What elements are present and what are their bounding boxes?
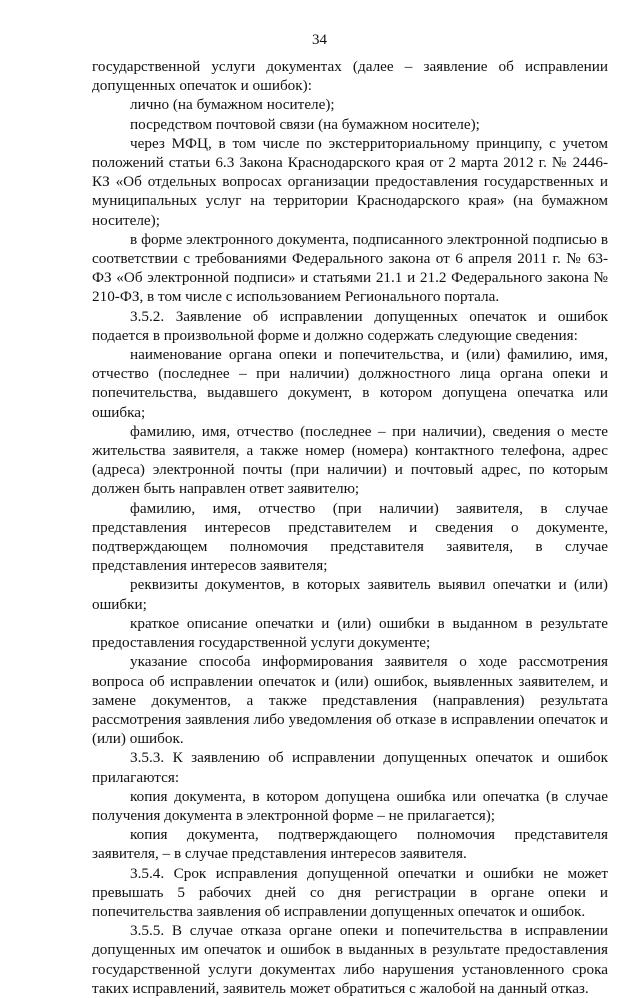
paragraph: копия документа, подтверждающего полномочия представителя заявителя, – в случае представления интересов заявителя. <box>92 826 608 863</box>
paragraph: 3.5.4. Срок исправления допущенной опечатки и ошибки не может превышать 5 рабочих дней со дня регистрации в органе опеки и попечительства заявления об исправлении допущенных опечаток и ошибок. <box>92 864 608 920</box>
document-body <box>92 57 608 998</box>
paragraph: фамилию, имя, отчество (последнее – при наличии), сведения о месте жительства заявителя, а также номер (номера) контактного телефона, адрес (адреса) электронной почты (при наличии) и почтовый адрес, по которым должен быть направлен ответ заявителю; <box>92 422 608 498</box>
paragraph: государственной услуги документах (далее – заявление об исправлении допущенных опечаток и ошибок): <box>92 58 608 95</box>
paragraph: в форме электронного документа, подписанного электронной подписью в соответствии с требованиями Федерального закона от 6 апреля 2011 г. № 63-ФЗ «Об электронной подписи» и статьями 21.1 и 21.2 Федерального закона № 210-ФЗ, в том числе с использованием Регионального портала. <box>92 230 608 306</box>
paragraph: 3.5.5. В случае отказа органе опеки и попечительства в исправлении допущенных им опечаток и ошибок в выданных в результате предоставления государственной услуги документах либо нарушения установленного срока таких исправлений, заявитель может обратиться с жалобой на данный отказ. <box>92 922 608 997</box>
paragraph: наименование органа опеки и попечительства, и (или) фамилию, имя, отчество (последнее – при наличии) должностного лица органа опеки и попечительства, выдавшего документ, в котором допущена опечатка или ошибка; <box>92 346 608 421</box>
paragraph: фамилию, имя, отчество (при наличии) заявителя, в случае представления интересов представителем и сведения о документе, подтверждающем полномочия представителя заявителя, в случае представления интересов заявителя; <box>92 499 608 575</box>
paragraph: 3.5.3. К заявлению об исправлении допущенных опечаток и ошибок прилагаются: <box>92 749 608 786</box>
paragraph: краткое описание опечатки и (или) ошибки в выданном в результате предоставления государственной услуги документе; <box>92 614 608 652</box>
page-number: 34 <box>312 32 327 48</box>
paragraph: указание способа информирования заявителя о ходе рассмотрения вопроса об исправлении опечаток и (или) ошибок, выявленных заявителем, и замене документов, а также представления (направления) результата рассмотрения заявления либо уведомления об отказе в исправлении опечаток и (или) ошибок. <box>92 653 608 748</box>
paragraph: 3.5.2. Заявление об исправлении допущенных опечаток и ошибок подается в произвольной форме и должно содержать следующие сведения: <box>92 307 608 344</box>
paragraph: через МФЦ, в том числе по экстерриториальному принципу, с учетом положений статьи 6.3 Закона Краснодарского края от 2 марта 2012 г. № 2446-КЗ «Об отдельных вопросах организации предоставления государственных и муниципальных услуг на территории Краснодарского края» (на бумажном носителе); <box>92 134 608 229</box>
paragraph: копия документа, в котором допущена ошибка или опечатка (в случае получения документа в электронной форме – не прилагается); <box>92 787 608 824</box>
paragraph: лично (на бумажном носителе); <box>130 96 335 114</box>
paragraph: реквизиты документов, в которых заявитель выявил опечатки и (или) ошибки; <box>92 576 608 613</box>
paragraph: посредством почтовой связи (на бумажном носителе); <box>130 115 480 133</box>
